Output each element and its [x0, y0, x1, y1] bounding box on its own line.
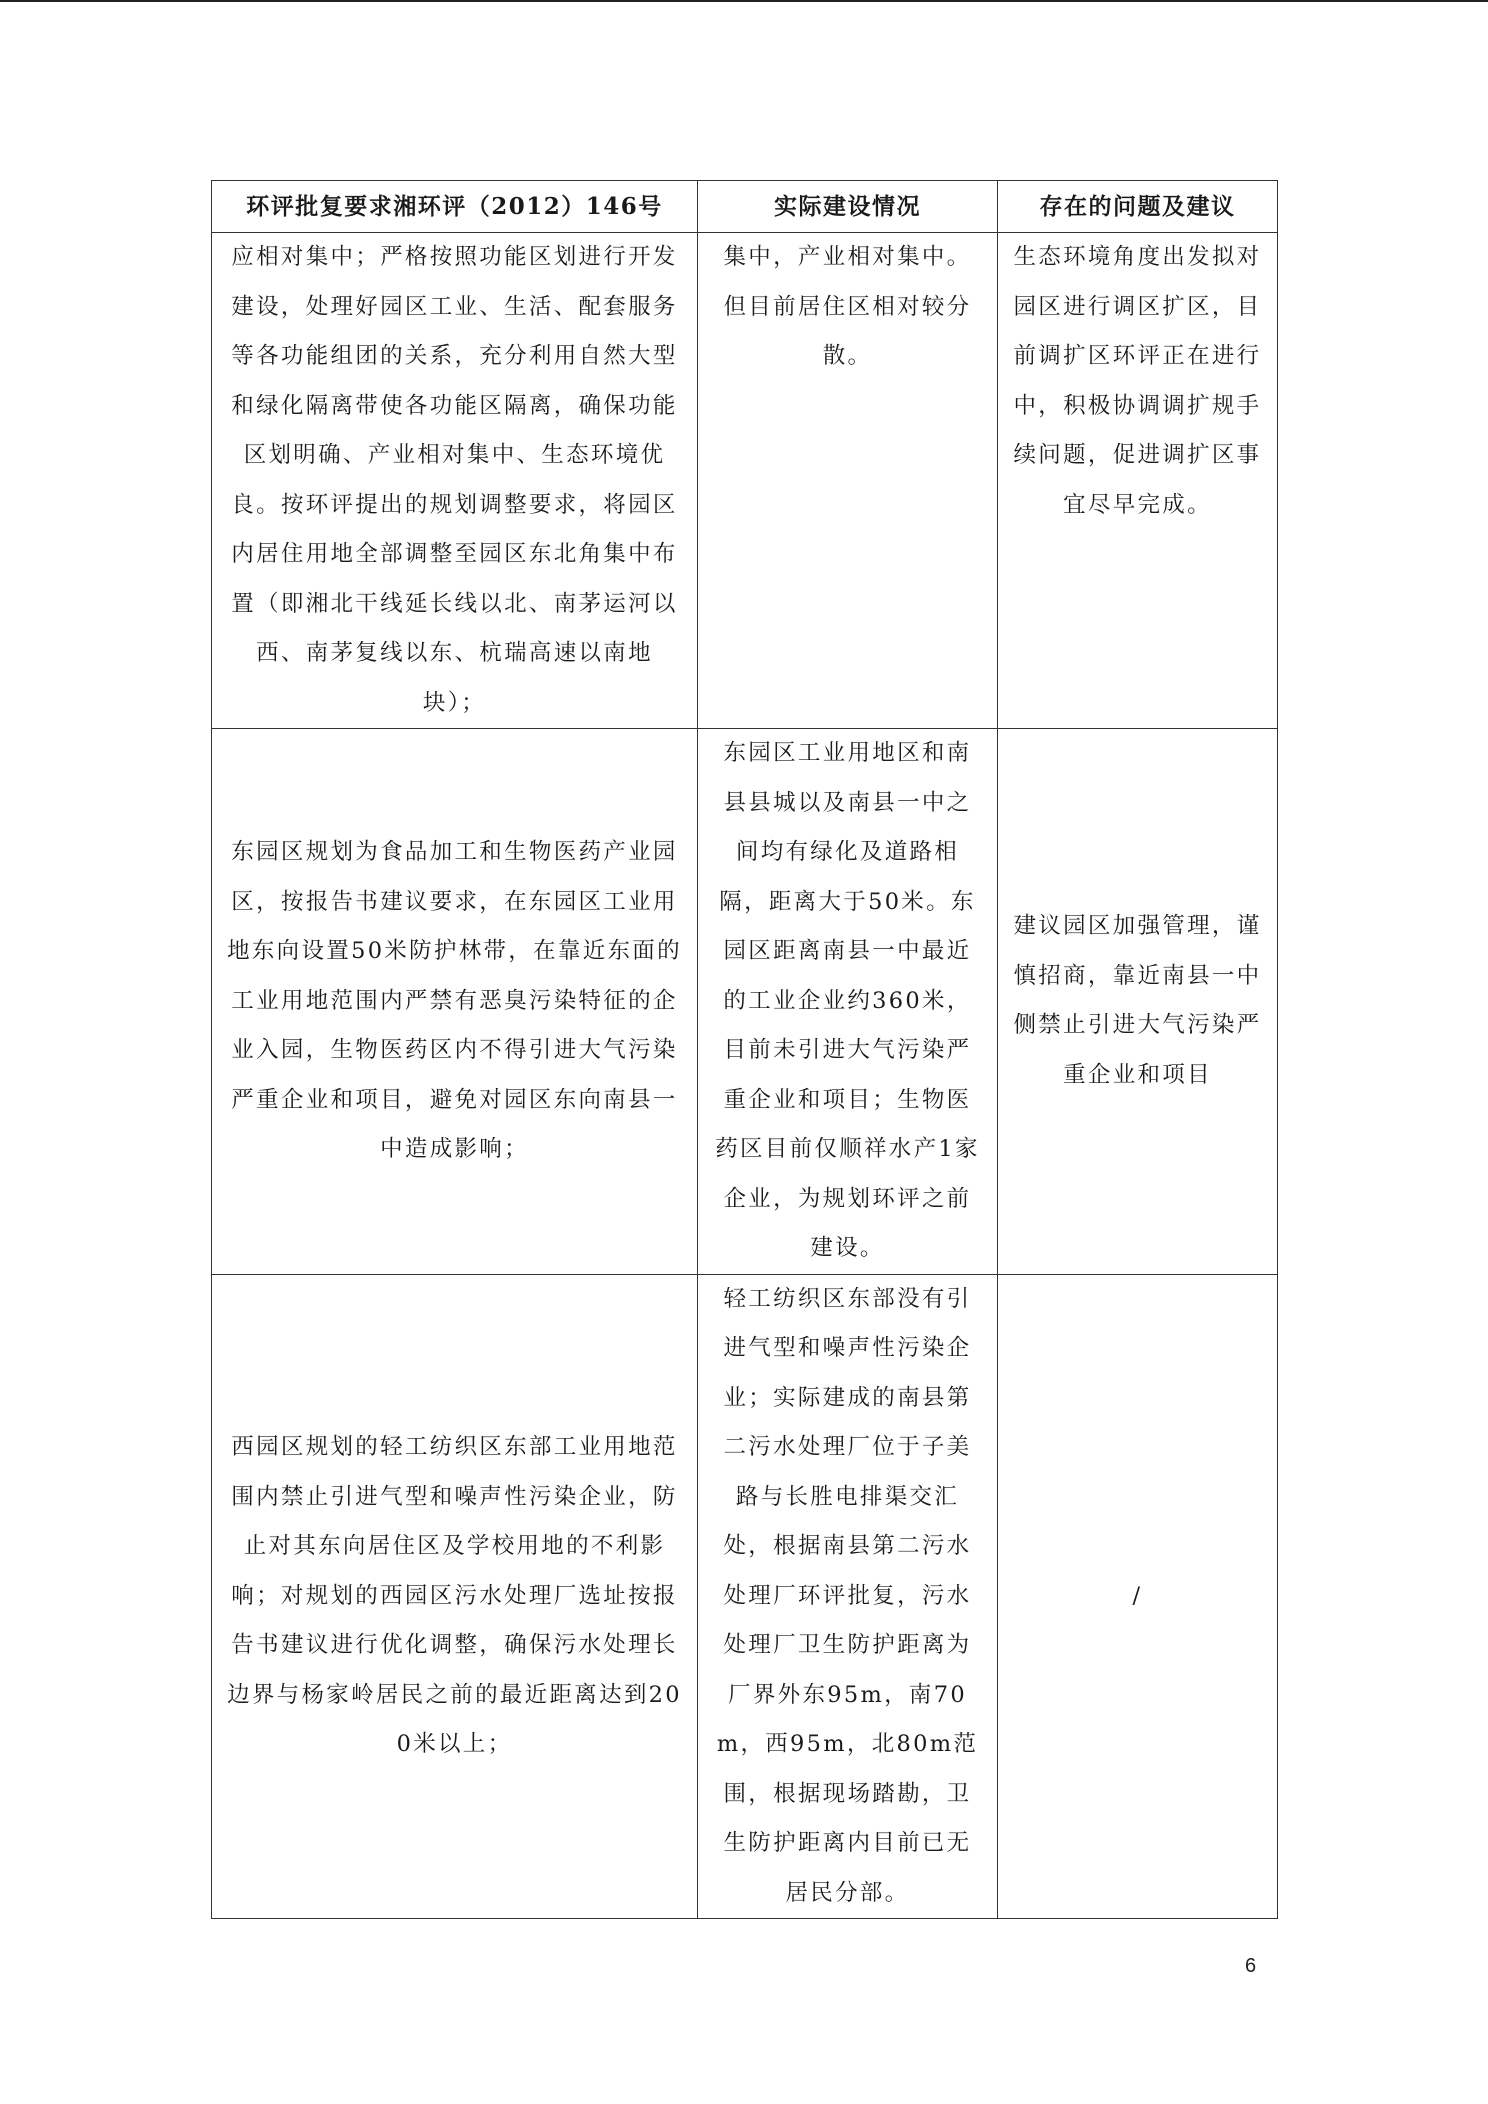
header-actual: 实际建设情况 — [698, 181, 998, 233]
page-number: 6 — [1245, 1955, 1257, 1977]
issues-cell — [998, 233, 1278, 729]
table-header-row — [212, 181, 1278, 233]
actual-text: 集中，产业相对集中。但目前居住区相对较分散。 — [723, 244, 972, 369]
requirement-cell — [212, 1274, 698, 1919]
table-row — [212, 729, 1278, 1275]
issues-text: 建议园区加强管理，谨慎招商，靠近南县一中侧禁止引进大气污染严重企业和项目 — [1013, 913, 1262, 1088]
requirement-text: 西园区规划的轻工纺织区东部工业用地范围内禁止引进气型和噪声性污染企业，防止对其东向居住区及学校用地的不利影响；对规划的西园区污水处理厂选址按报告书建议进行优化调整，确保污水处理长边界与杨家岭居民之前的最近距离达到200米以上； — [227, 1434, 682, 1757]
issues-cell — [998, 729, 1278, 1275]
issues-text: 生态环境角度出发拟对园区进行调区扩区，目前调扩区环评正在进行中，积极协调调扩规手续问题，促进调扩区事宜尽早完成。 — [1013, 244, 1262, 518]
table-row — [212, 233, 1278, 729]
header-issues: 存在的问题及建议 — [998, 181, 1278, 233]
requirement-text: 应相对集中；严格按照功能区划进行开发建设，处理好园区工业、生活、配套服务等各功能组团的关系，充分利用自然大型和绿化隔离带使各功能区隔离，确保功能区划明确、产业相对集中、生态环境优良。按环评提出的规划调整要求，将园区内居住用地全部调整至园区东北角集中布置（即湘北干线延长线以北、南茅运河以西、南茅复线以东、杭瑞高速以南地块）； — [231, 244, 678, 716]
compliance-table — [211, 180, 1278, 1919]
requirement-text: 东园区规划为食品加工和生物医药产业园区，按报告书建议要求，在东园区工业用地东向设置50米防护林带，在靠近东面的工业用地范围内严禁有恶臭污染特征的企业入园，生物医药区内不得引进大气污染严重企业和项目，避免对园区东向南县一中造成影响； — [227, 839, 682, 1162]
actual-cell — [698, 729, 998, 1275]
actual-text: 轻工纺织区东部没有引进气型和噪声性污染企业；实际建成的南县第二污水处理厂位于子美路与长胜电排渠交汇处，根据南县第二污水处理厂环评批复，污水处理厂卫生防护距离为厂界外东95m，南70m，西95m，北80m范围，根据现场踏勘，卫生防护距离内目前已无居民分部。 — [716, 1285, 979, 1906]
requirement-cell — [212, 233, 698, 729]
actual-cell — [698, 233, 998, 729]
actual-text: 东园区工业用地区和南县县城以及南县一中之间均有绿化及道路相隔，距离大于50米。东园区距离南县一中最近的工业企业约360米，目前未引进大气污染严重企业和项目；生物医药区目前仅顺祥水产1家企业，为规划环评之前建设。 — [715, 740, 980, 1261]
table-row — [212, 1274, 1278, 1919]
header-requirement: 环评批复要求湘环评（2012）146号 — [212, 181, 698, 233]
issues-text: / — [1132, 1582, 1143, 1609]
top-border-line — [0, 0, 1488, 2]
issues-cell — [998, 1274, 1278, 1919]
actual-cell — [698, 1274, 998, 1919]
requirement-cell — [212, 729, 698, 1275]
